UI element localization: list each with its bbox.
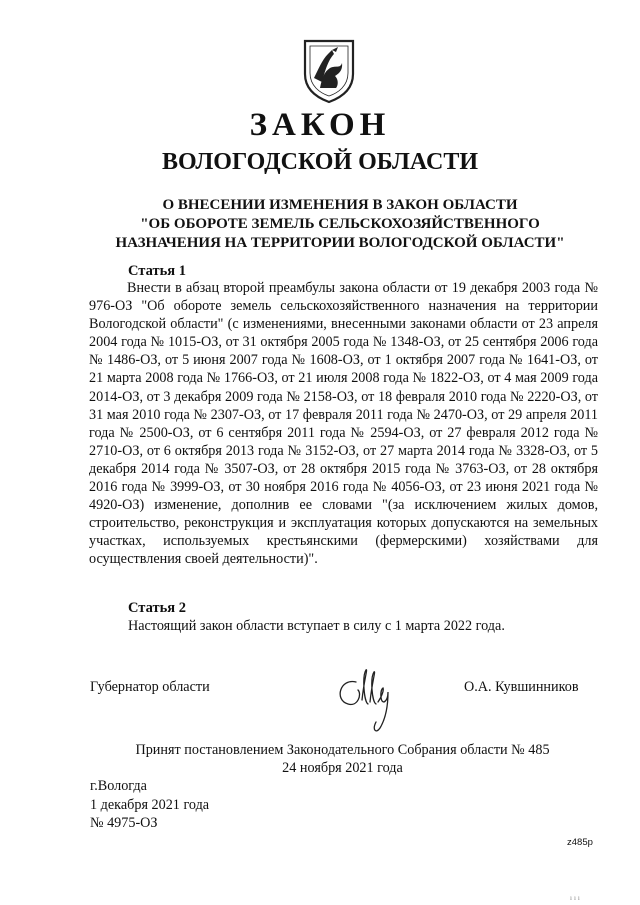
adoption-date: 24 ноября 2021 года bbox=[282, 760, 403, 776]
signatory-name: О.А. Кувшинников bbox=[464, 679, 579, 695]
article-1-text: Внести в абзац второй преамбулы закона области от 19 декабря 2003 года № 976-ОЗ "Об обороте земель сельскохозяйственного назначения на территории Вологодской области" (с изменениями, внесенными законами области от 23 апреля 2004 года № 1015-ОЗ, от 31 октября 2005 года № 1348-ОЗ, от 25 сентября 2006 года № 1486-ОЗ, от 5 июня 2007 года № 1608-ОЗ, от 1 октября 2007 года № 1641-ОЗ, от 21 марта 2008 года № 1766-ОЗ, от 21 июля 2008 года № 1822-ОЗ, от 4 мая 2009 года 2014-ОЗ, от 3 декабря 2009 года № 2158-ОЗ, от 18 февраля 2010 года № 2220-ОЗ, от 31 мая 2010 года № 2307-ОЗ, от 17 февраля 2011 года № 2470-ОЗ, от 29 апреля 2011 года № 2500-ОЗ, от 6 сентября 2011 года № 2594-ОЗ, от 27 февраля 2012 года № 2710-ОЗ, от 6 октября 2013 года № 3152-ОЗ, от 27 марта 2014 года № 3328-ОЗ, от 5 декабря 2014 года № 3507-ОЗ, от 28 октября 2015 года № 3763-ОЗ, от 28 октября 2016 года № 3999-ОЗ, от 30 ноября 2016 года № 4056-ОЗ, от 23 июня 2021 года № 4920-ОЗ) изменение, дополнив ее словами "(за исключением жилых домов, строительство, реконструкция и эксплуатация которых допускаются на земельных участках, используемых крестьянскими (фермерскими) хозяйствами для осуществления своей деятельности)". bbox=[89, 280, 598, 568]
adoption-line: Принят постановлением Законодательного Собрания области № 485 bbox=[135, 742, 550, 758]
heading-line: НАЗНАЧЕНИЯ НА ТЕРРИТОРИИ ВОЛОГОДСКОЙ ОБЛАСТИ" bbox=[115, 235, 565, 251]
article-1-title: Статья 1 bbox=[128, 263, 186, 279]
coat-of-arms-icon bbox=[302, 38, 356, 104]
article-2-text: Настоящий закон области вступает в силу с 1 марта 2022 года. bbox=[128, 618, 505, 634]
signing-date: 1 декабря 2021 года bbox=[90, 796, 210, 813]
document-title: ЗАКОН bbox=[249, 107, 391, 143]
heading-line: "ОБ ОБОРОТЕ ЗЕМЕЛЬ СЕЛЬСКОХОЗЯЙСТВЕННОГО bbox=[140, 216, 540, 232]
document-code: z485p bbox=[567, 837, 593, 848]
article-2-title: Статья 2 bbox=[128, 600, 186, 616]
law-heading bbox=[60, 196, 620, 253]
document-region: ВОЛОГОДСКОЙ ОБЛАСТИ bbox=[161, 149, 479, 175]
signatory-position: Губернатор области bbox=[90, 679, 210, 695]
city: г.Вологда bbox=[90, 778, 147, 794]
law-number: № 4975-ОЗ bbox=[90, 815, 158, 831]
handwritten-signature-icon bbox=[328, 660, 418, 740]
adoption-note bbox=[90, 741, 595, 777]
scan-marks: ııı bbox=[570, 894, 582, 902]
heading-line: О ВНЕСЕНИИ ИЗМЕНЕНИЯ В ЗАКОН ОБЛАСТИ bbox=[162, 197, 518, 213]
place-and-date bbox=[90, 777, 209, 833]
